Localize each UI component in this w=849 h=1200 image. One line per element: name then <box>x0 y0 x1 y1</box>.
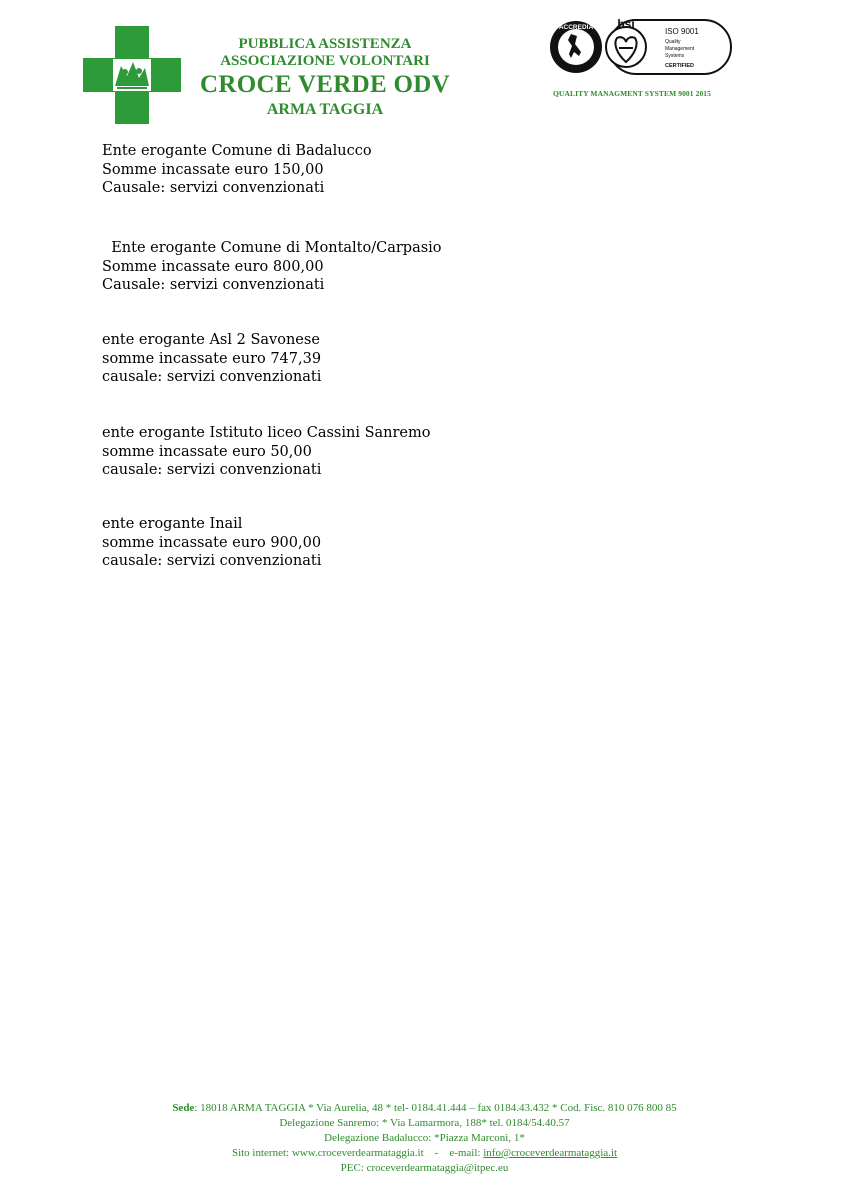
iso-sub-2: Management <box>665 46 695 52</box>
iso-certified: CERTIFIED <box>665 63 695 69</box>
org-line-3: CROCE VERDE ODV <box>200 71 450 98</box>
entry-causale: causale: servizi convenzionati <box>102 462 322 478</box>
accredia-seal-icon <box>550 21 602 73</box>
footer-website: Sito internet: www.croceverdearmataggia.it - e-mail: <box>231 1147 484 1159</box>
org-line-1: PUBBLICA ASSISTENZA <box>238 36 412 52</box>
footer-badalucco: Delegazione Badalucco: *Piazza Marconi, 1* <box>324 1132 525 1144</box>
entry-liceo-cassini <box>102 424 431 480</box>
entry-ente: ente erogante Istituto liceo Cassini Sanremo <box>102 425 431 441</box>
iso-label: ISO 9001 <box>665 27 699 36</box>
entry-somme: Somme incassate euro 150,00 <box>102 161 324 178</box>
accredia-label: ACCREDIA <box>558 24 594 31</box>
entry-somme: somme incassate euro 747,39 <box>102 350 322 367</box>
footer-pec: PEC: croceverdearmataggia@itpec.eu <box>340 1162 509 1174</box>
entry-causale: causale: servizi convenzionati <box>102 553 322 569</box>
org-line-4: ARMA TAGGIA <box>266 101 384 118</box>
bsi-label: bsi <box>617 17 635 31</box>
bsi-iso-logo-icon <box>606 17 731 74</box>
entry-somme: somme incassate euro 50,00 <box>102 443 312 460</box>
entry-causale: causale: servizi convenzionati <box>102 369 322 385</box>
certification-logos <box>547 14 737 84</box>
iso-sub-3: Systems <box>665 53 685 59</box>
entry-somme: Somme incassate euro 800,00 <box>102 258 324 275</box>
footer-sede-label: Sede <box>172 1102 195 1114</box>
footer-sanremo: Delegazione Sanremo: * Via Lamarmora, 188* tel. 0184/54.40.57 <box>279 1117 570 1129</box>
entry-asl <box>102 331 321 387</box>
page-footer <box>0 1101 849 1176</box>
footer-sede <box>0 1101 849 1116</box>
organization-name <box>190 36 460 119</box>
entry-ente: ente erogante Inail <box>102 516 243 532</box>
entry-causale: Causale: servizi convenzionati <box>102 277 325 293</box>
footer-contacts <box>0 1146 849 1161</box>
entry-montalto <box>102 239 442 295</box>
entry-badalucco <box>102 142 372 198</box>
croce-verde-logo <box>83 26 181 124</box>
quality-system-caption: QUALITY MANAGMENT SYSTEM 9001 2015 <box>553 89 711 98</box>
entry-ente: ente erogante Asl 2 Savonese <box>102 332 320 348</box>
entry-somme: somme incassate euro 900,00 <box>102 534 322 551</box>
entry-ente: Ente erogante Comune di Badalucco <box>102 143 372 159</box>
footer-email-link[interactable]: info@croceverdearmataggia.it <box>483 1147 618 1159</box>
footer-sede-text: : 18018 ARMA TAGGIA * Via Aurelia, 48 * tel- 0184.41.444 – fax 0184.43.432 * Cod. Fisc. 810 076 800 85 <box>194 1102 677 1114</box>
iso-sub-1: Quality <box>665 39 681 45</box>
entry-ente: Ente erogante Comune di Montalto/Carpasio <box>102 240 442 256</box>
org-line-2: ASSOCIAZIONE VOLONTARI <box>220 53 430 69</box>
entry-inail <box>102 515 321 571</box>
entry-causale: Causale: servizi convenzionati <box>102 180 325 196</box>
